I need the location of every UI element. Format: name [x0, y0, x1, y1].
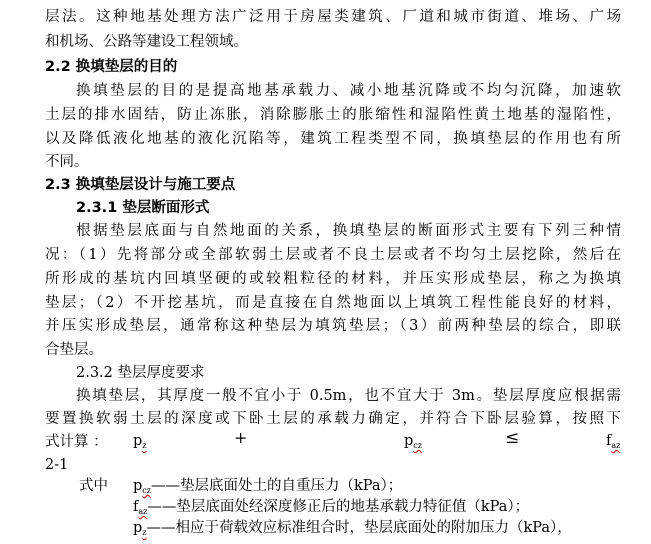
paragraph-line: 层法。这种地基处理方法广泛用于房屋类建筑、厂道和城市街道、堆场、广场: [45, 9, 621, 25]
definition-faz: $f_{az}——$垫层底面处经深度修正后的地基承载力特征值（kPa）；: [133, 499, 530, 516]
paragraph-line: 换填垫层的目的是提高地基承载力、减小地基沉降或不均匀沉降，加速软: [76, 83, 621, 99]
paragraph-line: 所形成的基坑内回填坚硬的或较粗粒径的材料，并压实形成垫层，称之为换填: [45, 271, 621, 287]
section-heading-2-3-2: 2.3.2 垫层厚度要求: [76, 365, 205, 381]
formula-term-pcz: $p_{cz}$: [404, 433, 422, 450]
paragraph-line: 并压实形成垫层，通常称这种垫层为填筑垫层；（3）前两种垫层的综合，即联: [45, 318, 621, 334]
formula-term-pz: $p_z$: [133, 433, 147, 450]
formula-leq: ≤: [505, 428, 520, 448]
formula-term-faz: $f_{az}$: [606, 433, 621, 450]
section-heading-2-2: 2.2 换填垫层的目的: [45, 59, 178, 75]
paragraph-line: 垫层；（2）不开挖基坑，而是直接在自然地面以上填筑工程性能良好的材料，: [45, 295, 621, 311]
equation-number: 2-1: [45, 457, 69, 473]
paragraph-line: 式计算 ：: [45, 434, 108, 450]
paragraph-line: 和机场、公路等建设工程领域。: [45, 34, 248, 50]
paragraph-line: 根据垫层底面与自然地面的关系，换填垫层的断面形式主要有下列三种情: [76, 223, 621, 239]
paragraph-line: 况：（1）先将部分或全部软弱土层或者不良土层或者不均匀土层挖除，然后在: [45, 247, 621, 263]
paragraph-line: 以及降低液化地基的液化沉陷等，建筑工程类型不同，换填垫层的作用也有所: [45, 131, 621, 147]
definition-pcz: $p_{cz}——$垫层底面处土的自重压力（kPa）；: [133, 478, 403, 495]
paragraph-line: 要置换软弱土层的深度或下卧土层的承载力确定，并符合下卧层验算，按照下: [45, 411, 621, 427]
section-heading-2-3-1: 2.3.1 垫层断面形式: [76, 200, 210, 216]
paragraph-line: 换填垫层，其厚度一般不宜小于 0.5m，也不宜大于 3m。垫层厚度应根据需: [76, 388, 621, 404]
section-heading-2-3: 2.3 换填垫层设计与施工要点: [45, 177, 236, 193]
where-label: 式中: [79, 478, 108, 494]
formula-plus: +: [234, 428, 248, 447]
definition-pz: $p_z——$相应于荷载效应标准组合时，垫层底面处的附加压力（kPa），: [133, 520, 572, 537]
paragraph-line: 土层的排水固结，防止冻胀，消除膨胀土的胀缩性和湿陷性黄土地基的湿陷性，: [45, 107, 621, 123]
paragraph-line: 合垫层。: [45, 342, 103, 358]
paragraph-line: 不同。: [45, 154, 89, 170]
